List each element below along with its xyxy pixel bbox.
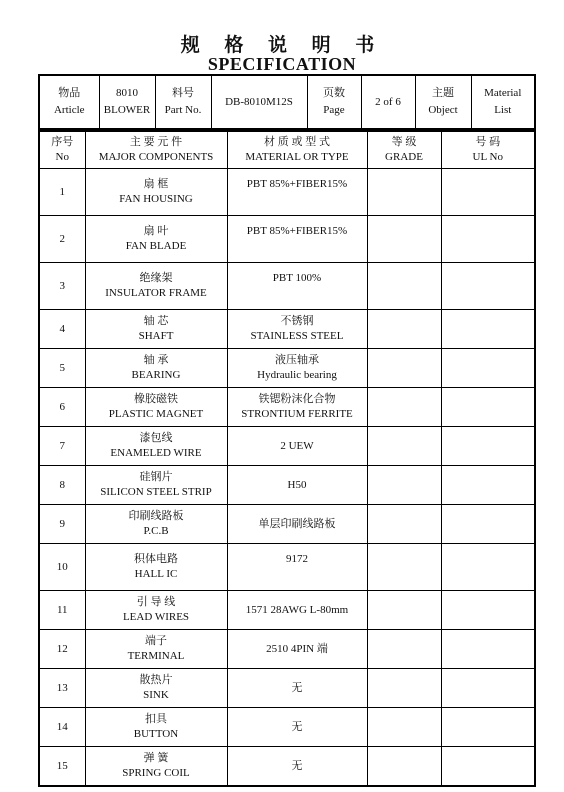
material-type: 无 <box>227 708 367 747</box>
material-type: 2 UEW <box>227 427 367 466</box>
document-title-english: SPECIFICATION <box>207 54 357 74</box>
column-header-no: 序号 No <box>39 131 85 169</box>
row-number: 1 <box>39 169 85 216</box>
table-row <box>39 216 535 263</box>
column-header-row <box>39 131 535 169</box>
material-type: 无 <box>227 747 367 787</box>
ul-no-cell <box>441 669 535 708</box>
ul-no-cell <box>441 505 535 544</box>
material-type: PBT 100% <box>227 263 367 310</box>
header-table <box>38 74 536 130</box>
ul-no-cell <box>441 708 535 747</box>
grade-cell <box>367 669 441 708</box>
material-type: 1571 28AWG L-80mm <box>227 591 367 630</box>
component-name: 扇 叶 FAN BLADE <box>85 216 227 263</box>
part-no-value: DB-8010M12S <box>211 75 307 129</box>
grade-cell <box>367 169 441 216</box>
row-number: 8 <box>39 466 85 505</box>
grade-cell <box>367 427 441 466</box>
ul-no-cell <box>441 466 535 505</box>
ul-no-cell <box>441 591 535 630</box>
column-header-grade: 等 级 GRADE <box>367 131 441 169</box>
row-number: 14 <box>39 708 85 747</box>
ul-no-cell <box>441 544 535 591</box>
row-number: 13 <box>39 669 85 708</box>
grade-cell <box>367 216 441 263</box>
row-number: 15 <box>39 747 85 787</box>
row-number: 5 <box>39 349 85 388</box>
ul-no-cell <box>441 747 535 787</box>
grade-cell <box>367 544 441 591</box>
component-name: 漆包线 ENAMELED WIRE <box>85 427 227 466</box>
table-row <box>39 747 535 787</box>
object-label: 主题 Object <box>415 75 471 129</box>
components-table-body <box>39 169 535 787</box>
table-row <box>39 388 535 427</box>
component-name: 轴 承 BEARING <box>85 349 227 388</box>
material-type: 9172 <box>227 544 367 591</box>
ul-no-cell <box>441 427 535 466</box>
grade-cell <box>367 466 441 505</box>
table-row <box>39 708 535 747</box>
column-header-components: 主 要 元 件 MAJOR COMPONENTS <box>85 131 227 169</box>
grade-cell <box>367 388 441 427</box>
component-name: 硅钢片 SILICON STEEL STRIP <box>85 466 227 505</box>
ul-no-cell <box>441 349 535 388</box>
table-row <box>39 466 535 505</box>
component-name: 散热片 SINK <box>85 669 227 708</box>
ul-no-cell <box>441 216 535 263</box>
column-header-material: 材 质 或 型 式 MATERIAL OR TYPE <box>227 131 367 169</box>
row-number: 6 <box>39 388 85 427</box>
component-name: 橡胶磁铁 PLASTIC MAGNET <box>85 388 227 427</box>
row-number: 10 <box>39 544 85 591</box>
table-row <box>39 349 535 388</box>
material-type: 单层印刷线路板 <box>227 505 367 544</box>
page-label: 页数 Page <box>307 75 361 129</box>
material-type: 液压轴承 Hydraulic bearing <box>227 349 367 388</box>
component-name: 端子 TERMINAL <box>85 630 227 669</box>
ul-no-cell <box>441 388 535 427</box>
table-row <box>39 630 535 669</box>
component-name: 扇 框 FAN HOUSING <box>85 169 227 216</box>
grade-cell <box>367 263 441 310</box>
ul-no-cell <box>441 310 535 349</box>
component-name: 轴 芯 SHAFT <box>85 310 227 349</box>
table-row <box>39 310 535 349</box>
component-name: 弹 簧 SPRING COIL <box>85 747 227 787</box>
table-row <box>39 544 535 591</box>
material-type: H50 <box>227 466 367 505</box>
grade-cell <box>367 708 441 747</box>
header-row <box>39 75 535 129</box>
document-title-chinese: 规 格 说 明 书 <box>180 34 384 56</box>
material-type: 无 <box>227 669 367 708</box>
row-number: 9 <box>39 505 85 544</box>
row-number: 12 <box>39 630 85 669</box>
article-label: 物品 Article <box>39 75 99 129</box>
ul-no-cell <box>441 263 535 310</box>
material-type: PBT 85%+FIBER15% <box>227 169 367 216</box>
ul-no-cell <box>441 630 535 669</box>
grade-cell <box>367 349 441 388</box>
material-type: PBT 85%+FIBER15% <box>227 216 367 263</box>
table-row <box>39 591 535 630</box>
row-number: 2 <box>39 216 85 263</box>
column-header-ul-no: 号 码 UL No <box>441 131 535 169</box>
component-name: 绝缘架 INSULATOR FRAME <box>85 263 227 310</box>
ul-no-cell <box>441 169 535 216</box>
component-name: 积体电路 HALL IC <box>85 544 227 591</box>
material-type: 2510 4PIN 端 <box>227 630 367 669</box>
row-number: 11 <box>39 591 85 630</box>
components-table <box>38 130 536 787</box>
grade-cell <box>367 747 441 787</box>
table-row <box>39 427 535 466</box>
object-value: Material List <box>471 75 535 129</box>
material-type: 铁锶粉沫化合物 STRONTIUM FERRITE <box>227 388 367 427</box>
part-no-label: 料号 Part No. <box>155 75 211 129</box>
page-value: 2 of 6 <box>361 75 415 129</box>
component-name: 引 导 线 LEAD WIRES <box>85 591 227 630</box>
row-number: 3 <box>39 263 85 310</box>
table-row <box>39 505 535 544</box>
grade-cell <box>367 505 441 544</box>
grade-cell <box>367 630 441 669</box>
grade-cell <box>367 591 441 630</box>
table-row <box>39 669 535 708</box>
table-row <box>39 169 535 216</box>
table-row <box>39 263 535 310</box>
article-value: 8010 BLOWER <box>99 75 155 129</box>
component-name: 扣具 BUTTON <box>85 708 227 747</box>
material-type: 不锈钢 STAINLESS STEEL <box>227 310 367 349</box>
row-number: 4 <box>39 310 85 349</box>
row-number: 7 <box>39 427 85 466</box>
grade-cell <box>367 310 441 349</box>
component-name: 印刷线路板 P.C.B <box>85 505 227 544</box>
